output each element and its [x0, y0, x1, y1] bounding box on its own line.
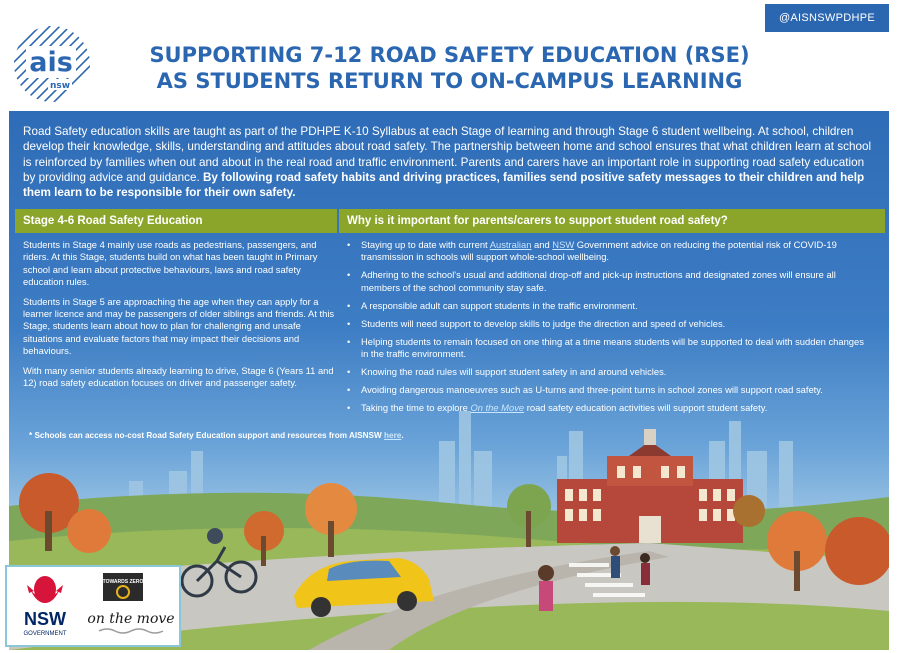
- bullet: •: [347, 366, 351, 378]
- list-item: • Avoiding dangerous manoeuvres such as U-turns and three-point turns in school zones will support road safety.: [347, 384, 823, 396]
- stage4-paragraph: Students in Stage 4 mainly use roads as pedestrians, passengers, and riders. At this Stage, students build on what has been taught in Primary school and learn about protective behaviours, laws and road safety education rules.: [23, 239, 318, 288]
- bullet: •: [347, 269, 351, 281]
- on-the-move-link[interactable]: On the Move: [470, 402, 525, 414]
- list-item: • Adhering to the school's usual and additional drop-off and pick-up instructions and designated zones will ensure all members of the school community stay safe.: [347, 269, 836, 293]
- title-line-2: AS STUDENTS RETURN TO ON-CAMPUS LEARNING: [156, 69, 743, 93]
- bullet: •: [347, 384, 351, 396]
- partner-logos-graphic: [7, 567, 179, 645]
- nsw-logo-subtext: GOVERNMENT: [23, 631, 67, 637]
- intro-bold-text: By following road safety habits and driving practices, families send positive safety messages to their children and help them learn to be responsible for their own safety.: [23, 170, 865, 200]
- logo-text: ais: [29, 47, 73, 78]
- footnote: * Schools can access no-cost Road Safety Education support and resources from AISNSW here.: [29, 431, 404, 440]
- list-item: • Students will need support to develop skills to judge the direction and speed of vehicles.: [347, 317, 726, 329]
- reasons-list: [345, 239, 865, 415]
- towards-zero-text: TOWARDS ZERO: [102, 579, 144, 585]
- stage6-paragraph: With many senior students already learning to drive, Stage 6 (Years 11 and 12) road safety education focuses on driver and passenger safety.: [23, 364, 334, 389]
- intro-paragraph: [23, 124, 878, 200]
- here-link[interactable]: here: [384, 431, 402, 440]
- intro-text: Road Safety education skills are taught as part of the PDHPE K-10 Syllabus at each Stage of learning and through Stage 6 student wellbeing. At school, children develop their knowledge, skills, understanding and attitudes about road safety. The partnership between home and school ensures that what children learn at school is reinforced by families when out and about in the real road and traffic environment. Parents and carers have an important role in supporting road safety education by providing advice and guidance.: [23, 125, 872, 184]
- on-the-move-logo-text: on the move: [87, 611, 175, 627]
- bullet: •: [347, 317, 351, 329]
- partner-logos: [5, 565, 181, 647]
- logo-subtext: nsw: [49, 81, 71, 91]
- stage5-paragraph: Students in Stage 5 are approaching the age when they can apply for a learner licence and may be passengers of older siblings and friends. At this Stage, students learn about how to plan for challenging and unsafe situations and evaluate factors that may impact their decisions and behaviours.: [23, 295, 335, 357]
- page-title: [0, 42, 899, 94]
- nsw-link[interactable]: NSW: [552, 239, 575, 250]
- on-the-move-scribble-icon: [99, 629, 163, 633]
- list-item: • A responsible adult can support students in the traffic environment.: [347, 299, 638, 311]
- australian-link[interactable]: Australian: [489, 239, 532, 250]
- waratah-icon: [27, 576, 63, 603]
- list-item: • Helping students to remain focused on one thing at a time means students will be supported to deal with sudden changes in the traffic environment.: [347, 335, 864, 360]
- why-section-heading: Why is it important for parents/carers to support student road safety?: [339, 209, 885, 233]
- list-item: • Taking the time to explore On the Move road safety education activities will support student safety.: [347, 402, 768, 414]
- bullet: •: [347, 239, 351, 250]
- stage-section-heading: Stage 4-6 Road Safety Education: [15, 209, 337, 233]
- why-section-body: [345, 239, 865, 420]
- social-handle[interactable]: @AISNSWPDHPE: [765, 4, 889, 32]
- list-item: • Staying up to date with current Australian and NSW Government advice on reducing the potential risk of COVID-19 transmission in schools will support whole-school wellbeing.: [347, 239, 837, 263]
- list-item: • Knowing the road rules will support student safety in and around vehicles.: [347, 366, 667, 378]
- title-line-1: SUPPORTING 7-12 ROAD SAFETY EDUCATION (RSE): [149, 43, 750, 67]
- bullet: •: [347, 335, 351, 347]
- nsw-logo-text: NSW: [24, 609, 66, 629]
- bullet: •: [347, 402, 351, 414]
- stage-section-body: [23, 239, 335, 396]
- bullet: •: [347, 299, 351, 311]
